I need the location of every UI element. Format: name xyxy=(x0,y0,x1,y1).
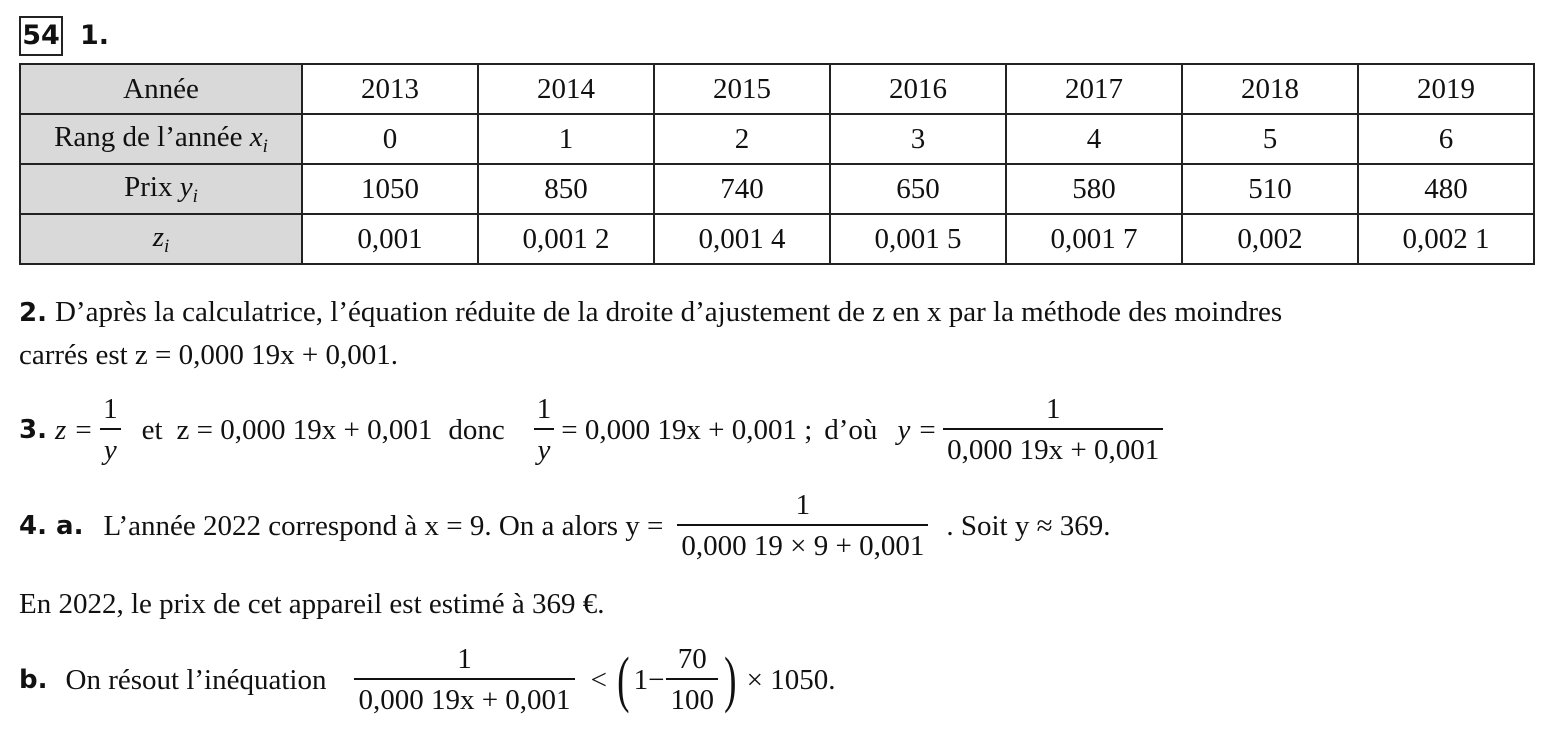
row-header: Rang de l’année $x_i$ xyxy=(20,114,302,164)
table-cell: 1 xyxy=(478,114,654,164)
data-table xyxy=(19,63,1535,265)
question-2-text: D’après la calculatrice, l’équation réduite de la droite d’ajustement de z en x par la méthode des moindres xyxy=(54,296,1283,328)
fraction-y-expression: $\frac{1}{0,000 19x + 0,001}$ xyxy=(943,390,1163,470)
fraction-1-over-y: $\frac{1}{y}$ xyxy=(99,390,122,470)
left-paren: ( xyxy=(617,646,630,714)
question-1-label: 1. xyxy=(80,20,110,51)
table-cell: 2014 xyxy=(478,64,654,114)
fraction-4a: $\frac{1}{0,000 19 \times 9 + 0,001}$ xyxy=(677,486,928,566)
table-cell: 2015 xyxy=(654,64,830,114)
table-cell: 0,001 4 xyxy=(654,214,830,264)
right-paren: ) xyxy=(724,646,737,714)
question-4a-conclusion: En 2022, le prix de cet appareil est estimé à 369 €. xyxy=(19,588,605,620)
table-cell: 650 xyxy=(830,164,1006,214)
z-equals: z = xyxy=(54,413,94,446)
table-cell: 0,001 5 xyxy=(830,214,1006,264)
fraction-1-over-y-2: $\frac{1}{y}$ xyxy=(533,390,556,470)
donc-word: donc xyxy=(448,413,505,446)
dou-word: d’où xyxy=(824,413,878,446)
table-row xyxy=(20,64,1534,114)
table-cell: 850 xyxy=(478,164,654,214)
question-2-line-1 xyxy=(19,296,1282,329)
table-cell: 2 xyxy=(654,114,830,164)
table-cell: 0,001 xyxy=(302,214,478,264)
row-header: $z_i$ xyxy=(20,214,302,264)
table-cell: 0 xyxy=(302,114,478,164)
less-than: < xyxy=(590,663,607,696)
question-3-line xyxy=(19,390,1169,470)
table-cell: 480 xyxy=(1358,164,1534,214)
question-4a-text: L’année 2022 correspond à x = 9. On a alors y = xyxy=(103,509,664,542)
table-cell: 5 xyxy=(1182,114,1358,164)
question-4a-line xyxy=(19,486,1111,566)
table-row xyxy=(20,214,1534,264)
table-cell: 2018 xyxy=(1182,64,1358,114)
table-cell: 4 xyxy=(1006,114,1182,164)
table-cell: 0,002 1 xyxy=(1358,214,1534,264)
question-4b-line xyxy=(19,640,835,720)
one-minus: 1− xyxy=(633,663,665,696)
et-word: et xyxy=(141,413,163,446)
times-1050: × 1050. xyxy=(746,663,836,696)
table-cell: 580 xyxy=(1006,164,1182,214)
table-cell: 2013 xyxy=(302,64,478,114)
table-row xyxy=(20,114,1534,164)
right-hand-side: = 0,000 19x + 0,001 ; xyxy=(561,413,813,446)
row-header: Prix $y_i$ xyxy=(20,164,302,214)
fraction-4b: $\frac{1}{0,000 19x + 0,001}$ xyxy=(354,640,574,720)
fraction-70-100: $\frac{70}{100}$ xyxy=(666,640,718,720)
row-header: Année xyxy=(20,64,302,114)
table-cell: 740 xyxy=(654,164,830,214)
question-2-mark: 2. xyxy=(19,298,47,328)
table-cell: 0,001 2 xyxy=(478,214,654,264)
table-cell: 0,002 xyxy=(1182,214,1358,264)
y-equals: y = xyxy=(897,413,938,446)
exercise-number-badge: 54 xyxy=(19,16,63,56)
table-row xyxy=(20,164,1534,214)
table-cell: 2019 xyxy=(1358,64,1534,114)
table-cell: 0,001 7 xyxy=(1006,214,1182,264)
question-2-line-2: carrés est z = 0,000 19x + 0,001. xyxy=(19,339,399,371)
table-cell: 2017 xyxy=(1006,64,1182,114)
table-cell: 510 xyxy=(1182,164,1358,214)
table-cell: 6 xyxy=(1358,114,1534,164)
z-linear-equation: z = 0,000 19x + 0,001 xyxy=(176,413,433,446)
question-4a-result: . Soit y ≈ 369. xyxy=(946,509,1111,542)
question-4b-text: On résout l’inéquation xyxy=(65,663,327,696)
question-4a-mark: 4. a. xyxy=(19,511,84,541)
table-cell: 3 xyxy=(830,114,1006,164)
table-cell: 2016 xyxy=(830,64,1006,114)
question-3-mark: 3. xyxy=(19,415,47,445)
table-cell: 1050 xyxy=(302,164,478,214)
question-4b-mark: b. xyxy=(19,665,48,695)
